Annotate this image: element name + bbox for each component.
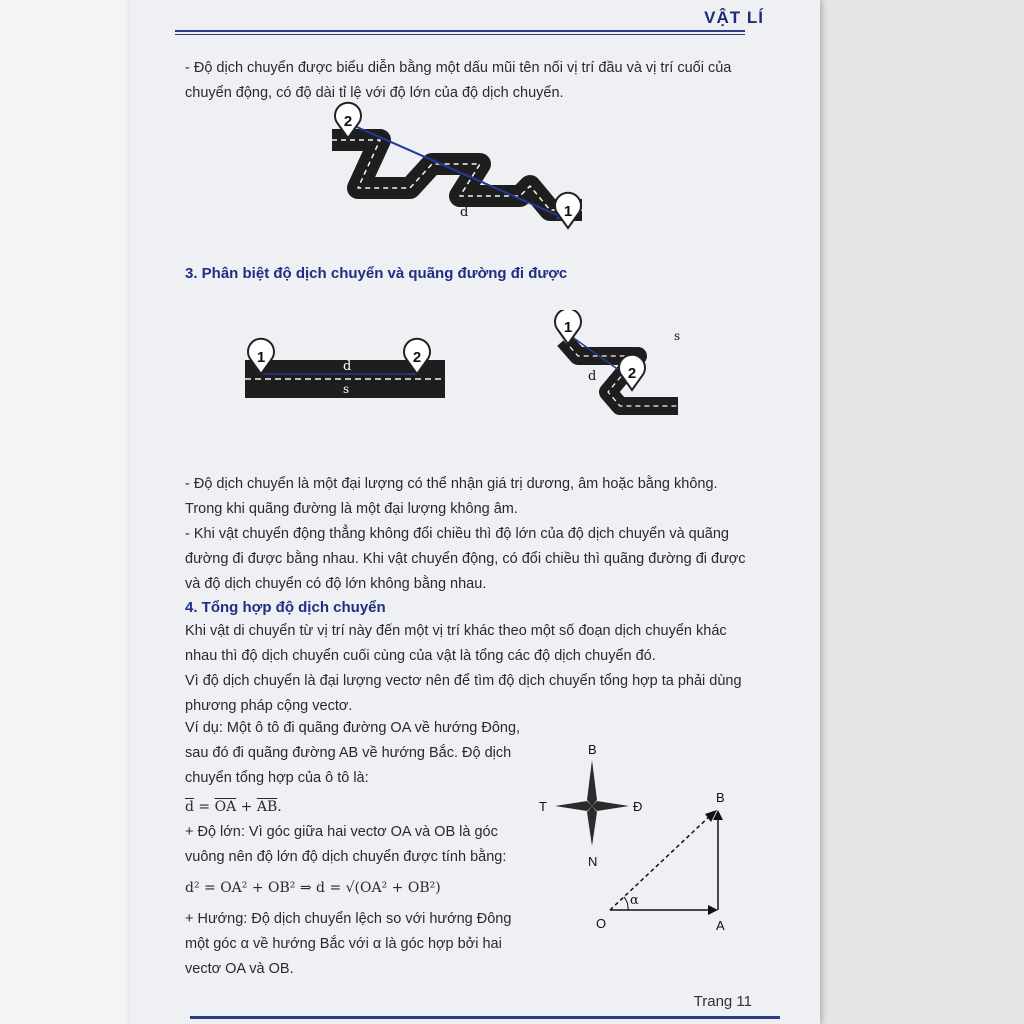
compare-line-5: và độ dịch chuyển có độ lớn không bằng nhau. bbox=[185, 576, 487, 592]
background-left bbox=[0, 0, 130, 1024]
compare-line-2: Trong khi quãng đường là một đại lượng không âm. bbox=[185, 501, 518, 517]
svg-text:1: 1 bbox=[563, 319, 573, 336]
compass-west-label: T bbox=[539, 799, 547, 814]
intro-line-1: - Độ dịch chuyển được biểu diễn bằng một dấu mũi tên nối vị trí đầu và vị trí cuối của bbox=[185, 60, 732, 76]
svg-text:1: 1 bbox=[563, 203, 573, 220]
section-3-title: 3. Phân biệt độ dịch chuyển và quãng đường đi được bbox=[185, 265, 568, 282]
point-b-label: B bbox=[716, 790, 725, 805]
svg-text:2: 2 bbox=[412, 349, 422, 366]
compose-line-2: nhau thì độ dịch chuyển cuối cùng của vật là tổng các độ dịch chuyển đó. bbox=[185, 648, 656, 664]
example-line-8: vectơ OA và OB. bbox=[185, 961, 294, 977]
bent-marker-1 bbox=[555, 310, 581, 344]
example-line-6: + Hướng: Độ dịch chuyển lệch so với hướng Đông bbox=[185, 911, 512, 927]
page-number: Trang 11 bbox=[693, 993, 752, 1010]
figure-straight-road bbox=[235, 330, 455, 410]
background-right bbox=[819, 0, 1024, 1024]
compose-line-3: Vì độ dịch chuyển là đại lượng vectơ nên để tìm độ dịch chuyển tổng hợp ta phải dùng bbox=[185, 673, 742, 689]
straight-s-label: s bbox=[343, 382, 350, 396]
bent-d-label: d bbox=[588, 369, 597, 384]
compose-line-4: phương pháp cộng vectơ. bbox=[185, 698, 353, 714]
compose-paragraph bbox=[185, 619, 765, 719]
section-4-title: 4. Tổng hợp độ dịch chuyển bbox=[185, 599, 386, 616]
angle-alpha-label: α bbox=[630, 893, 639, 908]
compare-line-4: đường đi được bằng nhau. Khi vật chuyển động, có đổi chiều thì quãng đường đi được bbox=[185, 551, 746, 567]
point-o-label: O bbox=[596, 916, 607, 931]
figure-zigzag-road bbox=[320, 100, 600, 250]
vector-sum-formula: $\overline{d} = \overline{OA} + \overline{AB}$. bbox=[185, 799, 282, 815]
svg-text:2: 2 bbox=[627, 365, 637, 382]
compare-paragraph bbox=[185, 472, 765, 597]
example-line-2: sau đó đi quãng đường AB về hướng Bắc. Độ dịch bbox=[185, 745, 512, 761]
example-line-7: một góc α về hướng Bắc với α là góc hợp bởi hai bbox=[185, 936, 502, 952]
vector-triangle bbox=[590, 780, 750, 940]
compose-line-1: Khi vật di chuyển từ vị trí này đến một vị trí khác theo một số đoạn dịch chuyển khác bbox=[185, 623, 727, 639]
compass-north-label: B bbox=[588, 742, 597, 757]
point-a-label: A bbox=[716, 918, 725, 933]
example-line-4: + Độ lớn: Vì góc giữa hai vectơ OA và OB là góc bbox=[185, 824, 498, 840]
intro-paragraph bbox=[185, 56, 765, 106]
vector-d-label: d bbox=[460, 205, 469, 220]
example-paragraph bbox=[185, 716, 545, 982]
example-line-3: chuyển tổng hợp của ô tô là: bbox=[185, 770, 369, 786]
intro-line-2: chuyển động, có độ dài tỉ lệ với độ lớn của độ dịch chuyển. bbox=[185, 85, 564, 101]
svg-text:2: 2 bbox=[343, 113, 353, 130]
compass-east-label: Đ bbox=[633, 799, 643, 814]
magnitude-formula: d² = OA² + OB² ⇒ d = √(OA² + OB²) bbox=[185, 880, 441, 896]
header-rule-thin bbox=[175, 34, 745, 35]
header-rule bbox=[175, 30, 745, 32]
footer-rule bbox=[190, 1016, 780, 1019]
compare-line-3: - Khi vật chuyển động thẳng không đổi chiều thì độ lớn của độ dịch chuyển và quãng bbox=[185, 526, 729, 542]
example-line-5: vuông nên độ lớn độ dịch chuyển được tính bằng: bbox=[185, 849, 507, 865]
svg-text:1: 1 bbox=[256, 349, 266, 366]
marker-1 bbox=[555, 193, 581, 228]
compass-south-label: N bbox=[588, 854, 598, 869]
example-line-1: Ví dụ: Một ô tô đi quãng đường OA về hướng Đông, bbox=[185, 720, 521, 736]
subject-header: VẬT LÍ bbox=[704, 8, 764, 27]
book-page bbox=[130, 0, 820, 1024]
figure-bent-road bbox=[550, 310, 710, 430]
compare-line-1: - Độ dịch chuyển là một đại lượng có thể nhận giá trị dương, âm hoặc bằng không. bbox=[185, 476, 718, 492]
bent-s-label: s bbox=[674, 329, 681, 343]
straight-d-label: d bbox=[343, 359, 352, 374]
